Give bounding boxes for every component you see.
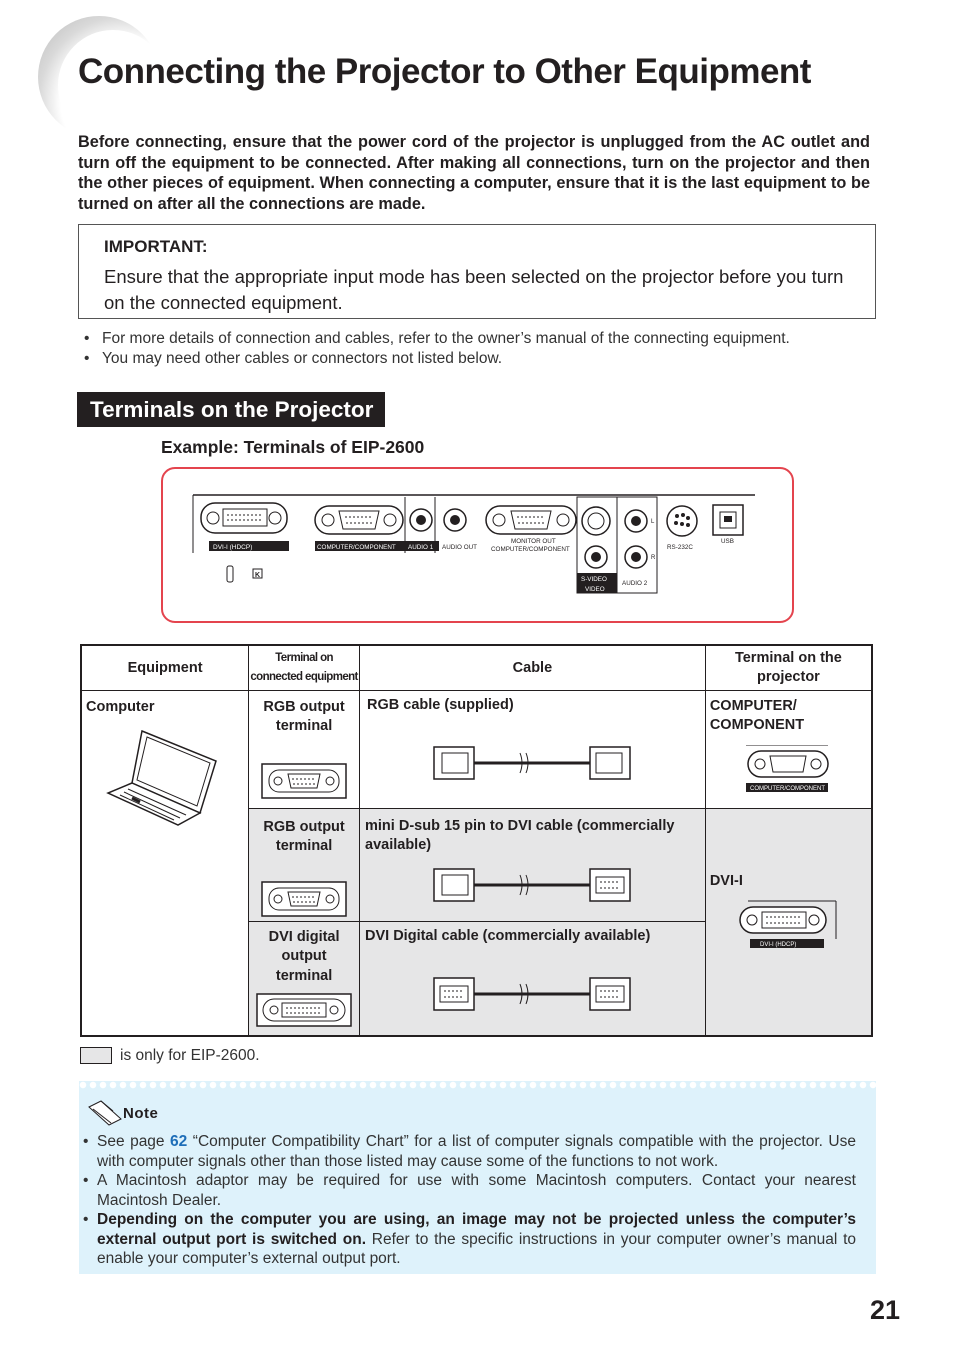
intro-paragraph: Before connecting, ensure that the power cord of the projector is unplugged from the AC outlet and turn off the equipment to be connected. After making all connections, turn on the projector and then the other pieces of equipment. When connecting a computer, ensure that it is the last equipment to be turned on after all the connections are made. bbox=[78, 133, 870, 213]
page-link[interactable]: 62 bbox=[170, 1133, 188, 1150]
monitor-out-port-icon bbox=[486, 506, 576, 534]
header-terminal-projector: Terminal on the projector bbox=[705, 645, 872, 690]
terminal-label: DVI digital output terminal bbox=[268, 928, 340, 984]
page-title: Connecting the Projector to Other Equipment bbox=[78, 52, 811, 91]
note-text: “Computer Compatibility Chart” for a list of computer signals compatible with the projector. Use with computer signals other than those listed may cause some of the functions to not work. bbox=[97, 1133, 856, 1170]
panel-label-rs232c: RS-232C bbox=[667, 544, 693, 551]
note-title: Note bbox=[123, 1105, 159, 1122]
cable-label: DVI Digital cable (commercially available) bbox=[365, 927, 651, 944]
legend-text: is only for EIP-2600. bbox=[120, 1047, 260, 1064]
projector-terminal-computer bbox=[705, 690, 872, 808]
equipment-cell bbox=[81, 690, 249, 1036]
header-terminal-equipment bbox=[249, 645, 360, 690]
note-item bbox=[83, 1210, 856, 1269]
projector-terminal-dvi bbox=[705, 808, 872, 1036]
example-label: Example: Terminals of EIP-2600 bbox=[161, 437, 425, 457]
dvi-small-label: DVI-I (HDCP) bbox=[759, 941, 797, 948]
terminal-rgb-1 bbox=[249, 690, 360, 808]
panel-label-audio1: AUDIO 1 bbox=[408, 544, 434, 551]
important-box bbox=[78, 224, 876, 319]
equipment-computer: Computer bbox=[86, 698, 155, 715]
important-label: IMPORTANT: bbox=[104, 237, 208, 256]
panel-label-svideo: S-VIDEO bbox=[581, 576, 607, 583]
bullet-item: • You may need other cables or connectors not listed below. bbox=[84, 349, 884, 369]
panel-label-audio-out: AUDIO OUT bbox=[442, 544, 477, 551]
computer-component-port-icon bbox=[742, 745, 832, 795]
dvi-i-port-icon bbox=[738, 899, 838, 951]
dvi-port-icon bbox=[201, 503, 287, 533]
panel-label-monitor-out: MONITOR OUT bbox=[511, 538, 556, 545]
vga-port-icon bbox=[261, 763, 347, 799]
cable-rgb bbox=[360, 690, 706, 808]
info-bullets bbox=[84, 329, 884, 369]
cable-label: RGB cable (supplied) bbox=[367, 696, 514, 713]
bullet-item: • For more details of connection and cables, refer to the owner’s manual of the connecting equipment. bbox=[84, 329, 884, 349]
header-cable: Cable bbox=[360, 645, 706, 690]
note-item: • A Macintosh adaptor may be required for use with some Macintosh computers. Contact your nearest Macintosh Dealer. bbox=[83, 1171, 856, 1210]
terminal-label: RGB output terminal bbox=[263, 818, 345, 854]
connection-table bbox=[80, 644, 873, 1037]
dvi-port-icon bbox=[256, 993, 352, 1027]
projector-terminal-label: DVI-I bbox=[709, 872, 743, 889]
terminal-rgb-2 bbox=[249, 808, 360, 921]
security-slot-icon bbox=[227, 566, 233, 582]
dvi-cable-icon bbox=[432, 974, 632, 1014]
page-number: 21 bbox=[870, 1295, 901, 1325]
header-terminal-equipment-line2: connected equipment bbox=[250, 670, 358, 683]
dsub-dvi-cable-icon bbox=[432, 865, 632, 905]
note-body bbox=[83, 1132, 856, 1269]
projector-terminal-label: COMPUTER/ COMPONENT bbox=[709, 697, 805, 733]
svg-text:K: K bbox=[255, 572, 261, 579]
panel-label-computer: COMPUTER/COMPONENT bbox=[317, 544, 396, 551]
note-text: Refer to the specific instructions in your computer owner’s manual to enable your computer’s external output port. bbox=[97, 1230, 856, 1267]
note-box bbox=[79, 1081, 876, 1274]
panel-label-video: VIDEO bbox=[585, 586, 605, 593]
terminal-panel bbox=[161, 467, 794, 623]
important-text: Ensure that the appropriate input mode has been selected on the projector before you turn on the connected equipment. bbox=[104, 266, 844, 313]
header-equipment: Equipment bbox=[81, 645, 249, 690]
laptop-icon bbox=[106, 727, 221, 827]
terminal-dvi-digital bbox=[249, 921, 360, 1036]
terminal-panel-illustration bbox=[163, 469, 792, 621]
computer-small-label: COMPUTER/COMPONENT bbox=[749, 785, 825, 792]
computer-port-icon bbox=[315, 506, 403, 534]
panel-label-usb: USB bbox=[721, 538, 734, 545]
header-terminal-equipment-line1: Terminal on bbox=[275, 651, 333, 664]
note-item bbox=[83, 1132, 856, 1171]
panel-label-audio2: AUDIO 2 bbox=[622, 580, 648, 587]
panel-label-dvi: DVI-I (HDCP) bbox=[213, 544, 253, 551]
panel-label-r: R bbox=[651, 555, 656, 561]
note-emphasis: Depending on the computer you are using, an image may not be projected unless the computer’s external output port is switched on. bbox=[97, 1211, 856, 1248]
terminal-label: RGB output terminal bbox=[263, 698, 345, 734]
cable-dvi-digital bbox=[360, 921, 706, 1036]
note-text: See page bbox=[97, 1133, 171, 1150]
panel-label-l: L bbox=[651, 519, 655, 525]
pencil-note-icon bbox=[87, 1097, 123, 1127]
section-heading: Terminals on the Projector bbox=[77, 392, 385, 427]
rgb-cable-icon bbox=[432, 743, 632, 783]
legend-swatch bbox=[80, 1047, 112, 1064]
cable-dsub-dvi bbox=[360, 808, 706, 921]
cable-label: mini D-sub 15 pin to DVI cable (commercially available) bbox=[365, 817, 675, 853]
vga-port-icon bbox=[261, 881, 347, 917]
panel-label-monitor-out-sub: COMPUTER/COMPONENT bbox=[491, 546, 570, 553]
